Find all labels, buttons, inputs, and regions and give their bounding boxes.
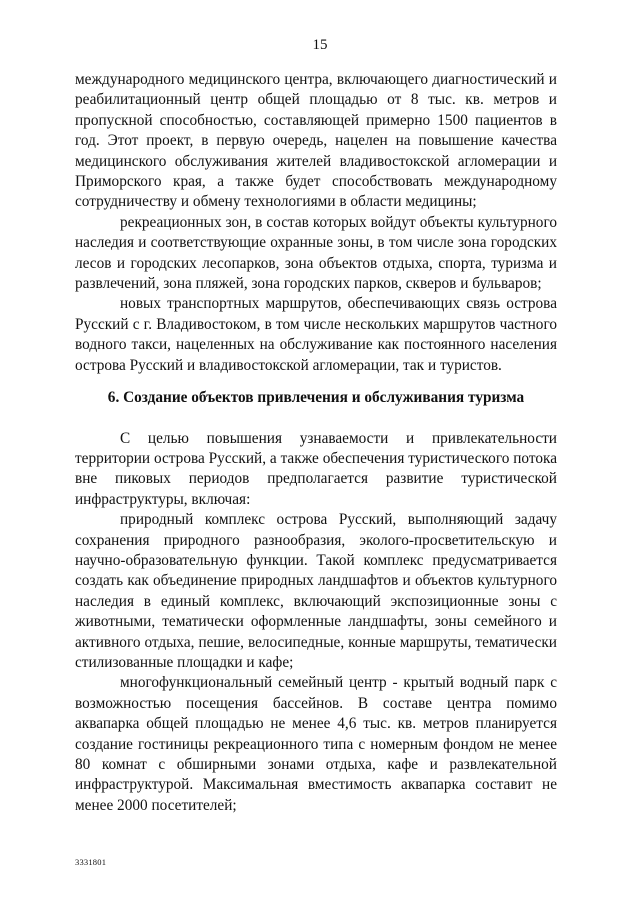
paragraph-nature-complex: природный комплекс острова Русский, выполняющий задачу сохранения природного разнообразия, эколого-просветительскую и научно-образовательную функции. Такой комплекс предусматривается создать как объединение природных ландшафтов и объектов культурного наследия в единый комплекс, включающий экспозиционные зоны с животными, тематически оформленные ландшафты, зоны семейного и активного отдыха, пешие, велосипедные, конные маршруты, тематически стилизованные площадки и кафе; — [75, 511, 557, 671]
paragraph-recreational-zones: рекреационных зон, в состав которых войдут объекты культурного наследия и соответствующие охранные зоны, в том числе зона городских лесов и городских лесопарков, зона объектов отдыха, спорта, туризма и развлечений, зона пляжей, зона городских парков, скверов и бульваров; — [75, 213, 557, 293]
paragraph-transport-routes: новых транспортных маршрутов, обеспечивающих связь острова Русский с г. Владивостоком, в том числе нескольких маршрутов частного водного такси, нацеленных на обслуживание как постоянного населения острова Русский и владивостокской агломерации, так и туристов. — [75, 295, 557, 374]
section-heading: 6. Создание объектов привлечения и обслуживания туризма — [107, 389, 525, 407]
document-id: 3331801 — [75, 857, 107, 867]
page-number: 15 — [312, 37, 328, 53]
paragraph-tourism-intro: С целью повышения узнаваемости и привлекательности территории острова Русский, а также обеспечения туристического потока вне пиковых периодов предполагается развитие туристической инфраструктуры, включая: — [75, 429, 557, 508]
continuation-paragraph: международного медицинского центра, включающего диагностический и реабилитационный центр общей площадью от 8 тыс. кв. метров и пропускной способностью, составляющей примерно 1500 пациентов в год. Этот проект, в первую очередь, нацелен на повышение качества медицинского обслуживания жителей владивостокской агломерации и Приморского края, а также будет способствовать международному сотрудничеству и обмену технологиями в области медицины; — [75, 71, 557, 211]
document-body — [75, 70, 557, 816]
paragraph-family-center: многофункциональный семейный центр - крытый водный парк с возможностью посещения бассейнов. В составе центра помимо аквапарка общей площадью не менее 4,6 тыс. кв. метров планируется создание гостиницы рекреационного типа с номерным фондом не менее 80 комнат с обширными зонами отдыха, кафе и развлекательной инфраструктурой. Максимальная вместимость аквапарка составит не менее 2000 посетителей; — [75, 674, 557, 814]
